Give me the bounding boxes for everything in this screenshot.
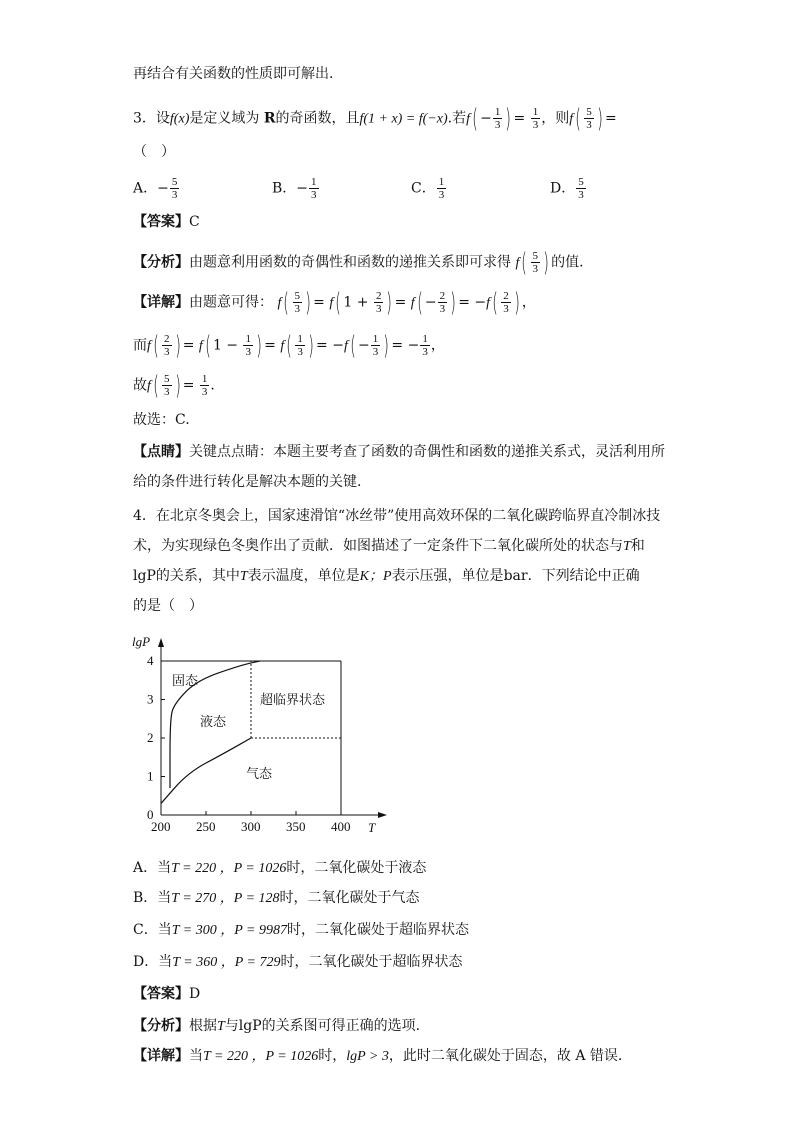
q4-option-d: D．当T = 360 ，P = 729时，二氧化碳处于超临界状态 [133,954,463,970]
region-supercritical: 超临界状态 [260,692,326,707]
text-line: 再结合有关函数的性质即可解出. [133,66,334,82]
region-solid: 固态 [172,673,199,688]
answer-paren: （ ） [133,144,175,160]
question-4-line3: lgP的关系，其中T表示温度，单位是K；P表示压强，单位是bar．下列结论中正确 [133,568,640,584]
detail-3-line1: 【详解】由题意可得： f( $\frac{5}{3}$ ) = f( 1 + $\frac{2}{3}$ ) = f( − $\frac{2}{3}$ ) = −f( $\frac{2}{3}$ ) ， [133,287,536,318]
option-b: B．− $\frac{1}{3}$ [272,176,317,201]
region-liquid: 液态 [200,714,227,729]
option-c: C． $\frac{1}{3}$ [411,176,445,201]
region-gas: 气态 [246,766,273,781]
x-tick-label: 300 [241,819,261,834]
point-3-line1: 【点睛】关键点点睛：本题主要考查了函数的奇偶性和函数的递推关系式，灵活利用所 [133,444,665,460]
q4-option-a: A．当T = 220 ，P = 1026时，二氧化碳处于液态 [133,860,427,876]
option-a: A．− $\frac{5}{3}$ [133,176,178,201]
analysis-3: 【分析】由题意利用函数的奇偶性和函数的递推关系即可求得 f( $\frac{5}{3}$ ) 的值. [133,247,584,278]
detail-3-line3: 故f( $\frac{5}{3}$ ) = $\frac{1}{3}$ . [133,370,215,401]
y-tick-label: 0 [147,807,154,822]
option-d: D． $\frac{5}{3}$ [550,176,584,201]
point-3-line2: 给的条件进行转化是解决本题的关键. [133,474,362,490]
question-4-line2: 术，为实现绿色冬奥作出了贡献．如图描述了一定条件下二氧化碳所处的状态与T和 [133,538,645,554]
y-tick-label: 2 [147,730,154,745]
x-tick-label: 400 [331,819,351,834]
answer-4: 【答案】D [133,986,201,1002]
question-3-stem: 3．设f(x)是定义域为 R的奇函数，且f(1 + x) = f(−x).若f( − $\frac{1}{3}$ ) = $\frac{1}{3}$ ，则f( $\frac{5}{3}$ ) = [133,103,617,134]
analysis-4: 【分析】根据T与lgP的关系图可得正确的选项. [133,1018,421,1034]
y-tick-label: 4 [147,653,154,668]
detail-4: 【详解】当T = 220 ，P = 1026时，lgP > 3，此时二氧化碳处于固态，故 A 错误. [133,1048,623,1064]
question-4-line1: 4．在北京冬奥会上，国家速滑馆“冰丝带”使用高效环保的二氧化碳跨临界直冷制冰技 [133,508,661,524]
question-4-line4: 的是（ ） [133,598,203,614]
x-tick-label: 200 [151,819,171,834]
q4-option-b: B．当T = 270 ，P = 128时，二氧化碳处于气态 [133,890,420,906]
y-tick-label: 1 [147,768,154,784]
x-axis-arrow [378,812,387,818]
liquid-gas-boundary [161,738,251,803]
answer-3: 【答案】C [133,214,200,230]
phase-diagram [128,630,398,840]
x-tick-label: 350 [286,819,306,834]
detail-3-line2: 而f( $\frac{2}{3}$ ) = f( 1 − $\frac{1}{3}$ ) = f( $\frac{1}{3}$ ) = −f( − $\frac{1}{3}$ ) = − $\frac{1}{3}$ ， [133,330,445,361]
y-axis-label: lgP [132,634,151,649]
y-axis-arrow [158,638,164,647]
y-tick-label: 3 [147,691,154,707]
q4-option-c: C．当T = 300 ，P = 9987时，二氧化碳处于超临界状态 [133,922,469,938]
x-axis-label: T [368,820,376,835]
x-tick-label: 250 [196,819,216,834]
choose-3: 故选：C. [133,412,190,428]
